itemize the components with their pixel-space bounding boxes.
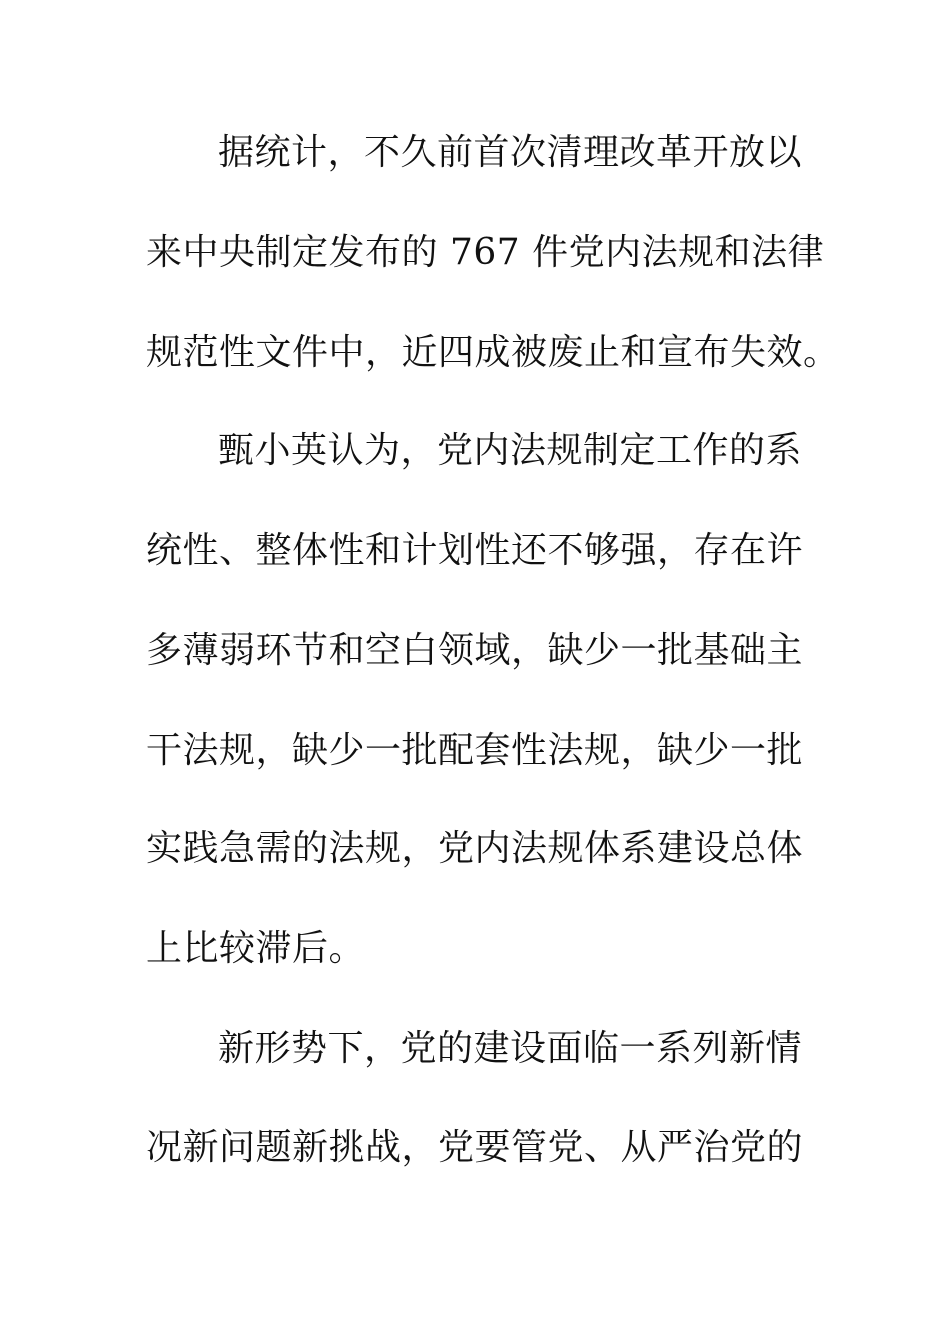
- paragraph-3-line-1: 新形势下，党的建设面临一系列新情: [218, 1028, 803, 1069]
- paragraph-2-line-1: 甄小英认为，党内法规制定工作的系: [218, 430, 803, 471]
- paragraph-2-line-6: 上比较滞后。: [146, 928, 366, 969]
- paragraph-1-line-1: 据统计，不久前首次清理改革开放以: [218, 132, 803, 173]
- paragraph-3-line-2: 况新问题新挑战，党要管党、从严治党的: [146, 1127, 804, 1168]
- paragraph-2-line-5: 实践急需的法规，党内法规体系建设总体: [146, 828, 804, 869]
- paragraph-1-line-3: 规范性文件中，近四成被废止和宣布失效。: [146, 332, 840, 373]
- paragraph-2-line-4: 干法规，缺少一批配套性法规，缺少一批: [146, 730, 804, 771]
- paragraph-1-line-2: 来中央制定发布的 767 件党内法规和法律: [146, 232, 825, 273]
- paragraph-2-line-3: 多薄弱环节和空白领域，缺少一批基础主: [146, 630, 804, 671]
- paragraph-2-line-2: 统性、整体性和计划性还不够强，存在许: [146, 530, 804, 571]
